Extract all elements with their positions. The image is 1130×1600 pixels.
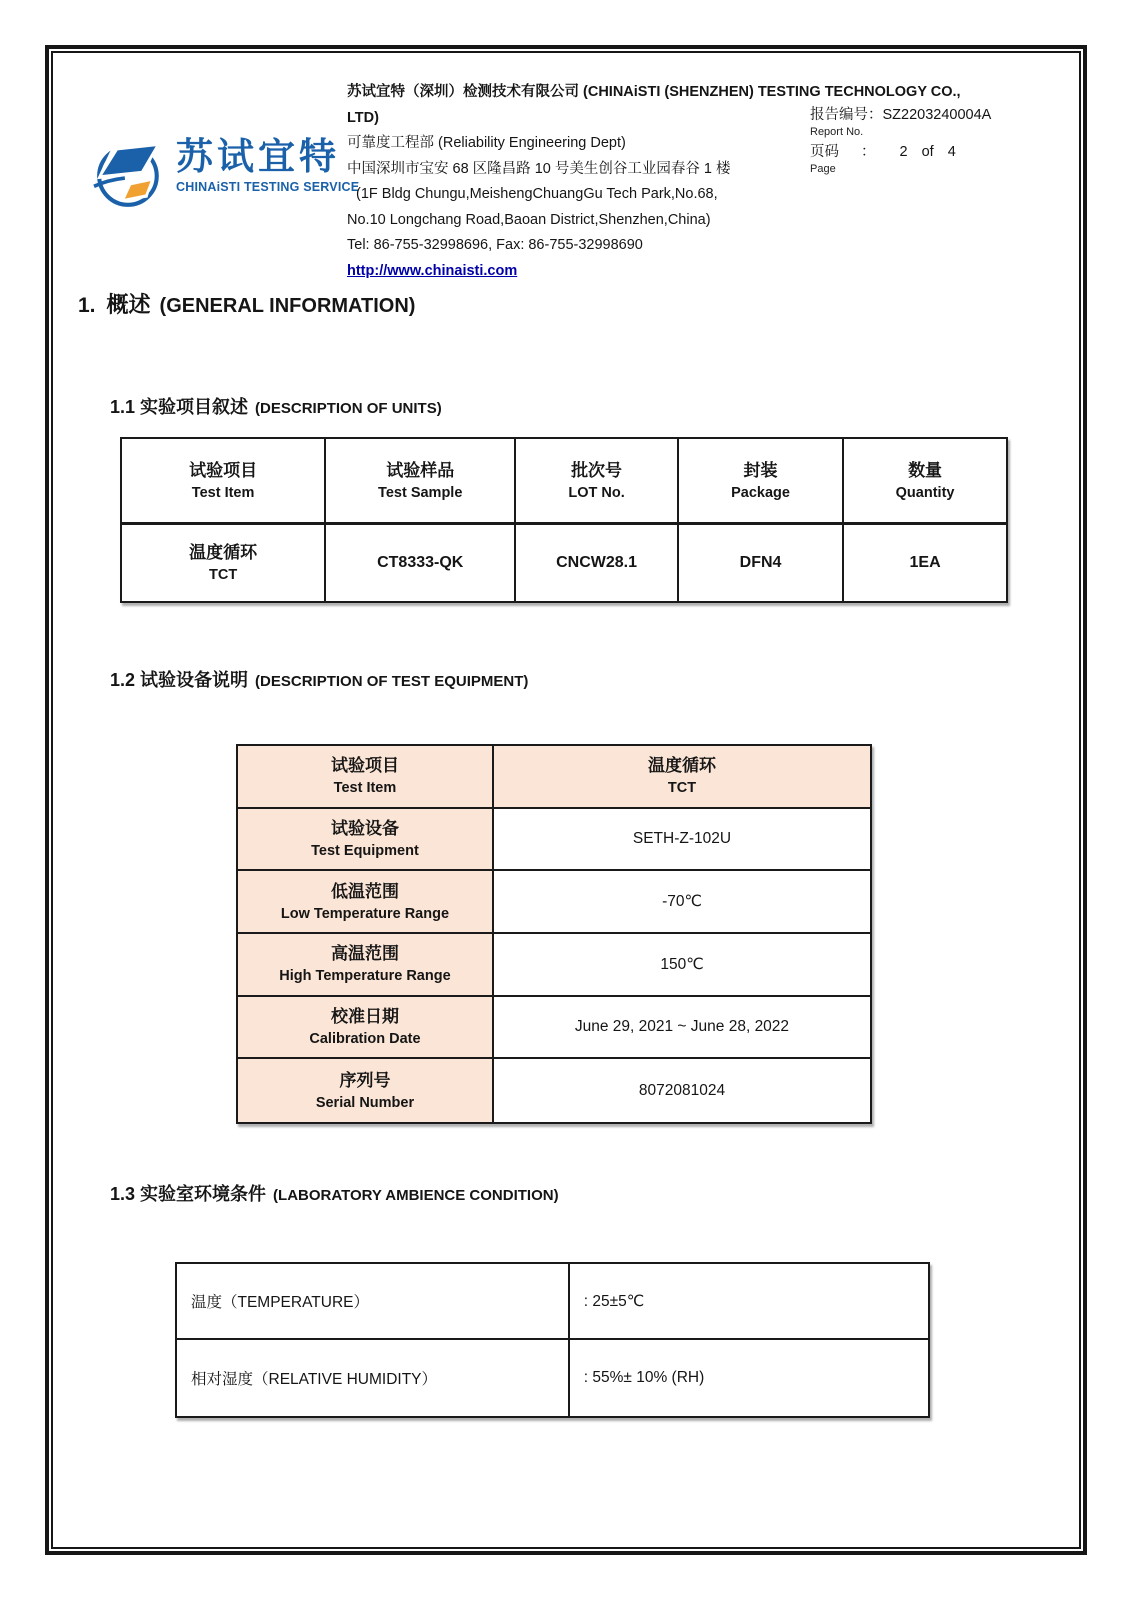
row-label-en: Test Item bbox=[333, 780, 397, 797]
page-number-line bbox=[810, 143, 1050, 162]
report-no-line bbox=[810, 106, 1050, 125]
equip-label-test-equipment bbox=[238, 809, 494, 872]
row-value: : 25±5℃ bbox=[583, 1292, 645, 1310]
page-label-en: Page bbox=[810, 163, 836, 175]
units-cell-lot-no bbox=[516, 525, 679, 601]
website-line bbox=[347, 259, 1007, 285]
report-no-value: SZ2203240004A bbox=[882, 107, 992, 123]
header-en: Test Item bbox=[191, 484, 255, 501]
header-cn: 试验项目 bbox=[189, 460, 258, 480]
section-1-3-title-en: (LABORATORY AMBIENCE CONDITION) bbox=[273, 1187, 559, 1204]
header-en: Quantity bbox=[895, 484, 955, 501]
units-header-lot-no bbox=[516, 439, 679, 525]
company-name-line1: 苏试宜特（深圳）检测技术有限公司 (CHINAiSTI (SHENZHEN) TESTING TECHNOLOGY CO., bbox=[347, 84, 961, 100]
units-cell-test-item bbox=[122, 525, 326, 601]
row-label-en: High Temperature Range bbox=[279, 968, 451, 985]
units-cell-quantity bbox=[844, 525, 1006, 601]
section-1-heading bbox=[78, 288, 415, 319]
address-en-line1: (1F Bldg Chungu,MeishengChuangGu Tech Park,No.68, bbox=[356, 186, 718, 202]
header-cn: 批次号 bbox=[571, 460, 623, 480]
section-1-title-cn: 概述 bbox=[106, 292, 151, 317]
row-label-cn: 高温范围 bbox=[330, 944, 399, 964]
logo-text bbox=[176, 136, 359, 194]
report-no-label-cn: 报告编号： bbox=[810, 107, 883, 123]
units-header-quantity bbox=[844, 439, 1006, 525]
equip-value-calibration-date bbox=[494, 997, 870, 1060]
row-label-cn: 试验项目 bbox=[330, 756, 399, 776]
units-header-test-sample bbox=[326, 439, 516, 525]
department-line: 可靠度工程部 (Reliability Engineering Dept) bbox=[347, 135, 626, 151]
equip-label-high-temp bbox=[238, 934, 494, 997]
cell-cn: 温度循环 bbox=[189, 543, 258, 562]
page-label-cn: 页码 bbox=[810, 144, 839, 160]
section-1-2-title-en: (DESCRIPTION OF TEST EQUIPMENT) bbox=[255, 673, 529, 690]
equip-value-high-temp bbox=[494, 934, 870, 997]
units-cell-package bbox=[679, 525, 844, 601]
cell-value: CNCW28.1 bbox=[556, 554, 638, 571]
section-1-2-number: 1.2 bbox=[110, 670, 136, 690]
equip-value-test-item bbox=[494, 746, 870, 809]
row-label-en: Low Temperature Range bbox=[280, 905, 450, 922]
row-value-cn: 温度循环 bbox=[647, 756, 716, 776]
section-1-3-heading bbox=[110, 1180, 559, 1206]
equip-label-test-item bbox=[238, 746, 494, 809]
row-value: June 29, 2021 ~ June 28, 2022 bbox=[574, 1017, 790, 1035]
ambience-label-temperature bbox=[177, 1264, 570, 1340]
row-label-cn: 试验设备 bbox=[330, 818, 399, 838]
logo-en-name: CHINAiSTI TESTING SERVICE bbox=[176, 179, 360, 194]
cell-value: 1EA bbox=[909, 554, 941, 571]
equip-label-low-temp bbox=[238, 871, 494, 934]
header-en: LOT No. bbox=[568, 484, 625, 501]
section-1-2-title-cn: 试验设备说明 bbox=[140, 670, 249, 690]
row-label: 相对湿度（RELATIVE HUMIDITY） bbox=[191, 1371, 438, 1388]
report-no-label-en: Report No. bbox=[810, 126, 864, 138]
row-value: 150℃ bbox=[660, 955, 704, 973]
section-1-3-title-cn: 实验室环境条件 bbox=[140, 1184, 267, 1204]
ambience-label-humidity bbox=[177, 1340, 570, 1416]
header-cn: 数量 bbox=[908, 460, 943, 480]
row-label-cn: 校准日期 bbox=[330, 1006, 399, 1026]
row-value-en: TCT bbox=[667, 780, 697, 797]
units-header-package bbox=[679, 439, 844, 525]
section-1-3-number: 1.3 bbox=[110, 1184, 136, 1204]
address-en-line2: No.10 Longchang Road,Baoan District,Shenzhen,China) bbox=[347, 211, 711, 228]
address-cn: 中国深圳市宝安 68 区隆昌路 10 号美生创谷工业园春谷 1 楼 bbox=[347, 160, 731, 177]
equip-label-calibration-date bbox=[238, 997, 494, 1060]
tel-fax-line: Tel: 86-755-32998696, Fax: 86-755-32998690 bbox=[347, 237, 643, 253]
section-1-2-heading bbox=[110, 666, 528, 692]
row-label-cn: 低温范围 bbox=[330, 881, 399, 901]
equip-value-test-equipment bbox=[494, 809, 870, 872]
row-label-cn: 序列号 bbox=[339, 1070, 391, 1090]
company-name-line2: LTD) bbox=[347, 109, 379, 126]
equipment-table bbox=[236, 744, 872, 1124]
swoosh-circle-logo-icon bbox=[93, 136, 167, 214]
section-1-1-heading bbox=[110, 393, 442, 419]
row-value: -70℃ bbox=[662, 893, 702, 911]
section-1-number: 1. bbox=[78, 294, 96, 317]
header-cn: 封装 bbox=[743, 460, 778, 480]
header-en: Package bbox=[731, 484, 790, 501]
header-en: Test Sample bbox=[378, 484, 463, 501]
units-table bbox=[120, 437, 1008, 603]
cell-value: CT8333-QK bbox=[377, 554, 464, 571]
row-label: 温度（TEMPERATURE） bbox=[191, 1294, 369, 1311]
ambience-value-temperature bbox=[570, 1264, 928, 1340]
units-header-test-item bbox=[122, 439, 326, 525]
section-1-1-title-cn: 实验项目叙述 bbox=[140, 397, 249, 417]
website-link[interactable]: http://www.chinaisti.com bbox=[347, 262, 518, 279]
equip-value-serial-number bbox=[494, 1059, 870, 1122]
cell-en: TCT bbox=[209, 567, 238, 583]
equip-label-serial-number bbox=[238, 1059, 494, 1122]
row-label-en: Serial Number bbox=[315, 1094, 415, 1111]
company-logo bbox=[93, 136, 359, 214]
logo-cn-name: 苏试宜特 bbox=[176, 136, 340, 177]
page-number-value: 2 of 4 bbox=[899, 144, 956, 160]
ambience-value-humidity bbox=[570, 1340, 928, 1416]
page-colon: ： bbox=[861, 144, 876, 160]
row-label-en: Test Equipment bbox=[311, 842, 419, 859]
row-value: 8072081024 bbox=[638, 1081, 726, 1099]
section-1-1-number: 1.1 bbox=[110, 397, 136, 417]
equip-value-low-temp bbox=[494, 871, 870, 934]
row-label-en: Calibration Date bbox=[309, 1030, 421, 1047]
section-1-title-en: (GENERAL INFORMATION) bbox=[159, 295, 416, 317]
cell-value: DFN4 bbox=[739, 554, 782, 571]
header-cn: 试验样品 bbox=[386, 460, 455, 480]
row-value: : 55%± 10% (RH) bbox=[583, 1369, 705, 1386]
ambience-table bbox=[175, 1262, 930, 1418]
section-1-1-title-en: (DESCRIPTION OF UNITS) bbox=[255, 400, 442, 417]
report-info-block bbox=[810, 106, 1050, 177]
units-cell-test-sample bbox=[326, 525, 516, 601]
row-value: SETH-Z-102U bbox=[632, 829, 732, 847]
